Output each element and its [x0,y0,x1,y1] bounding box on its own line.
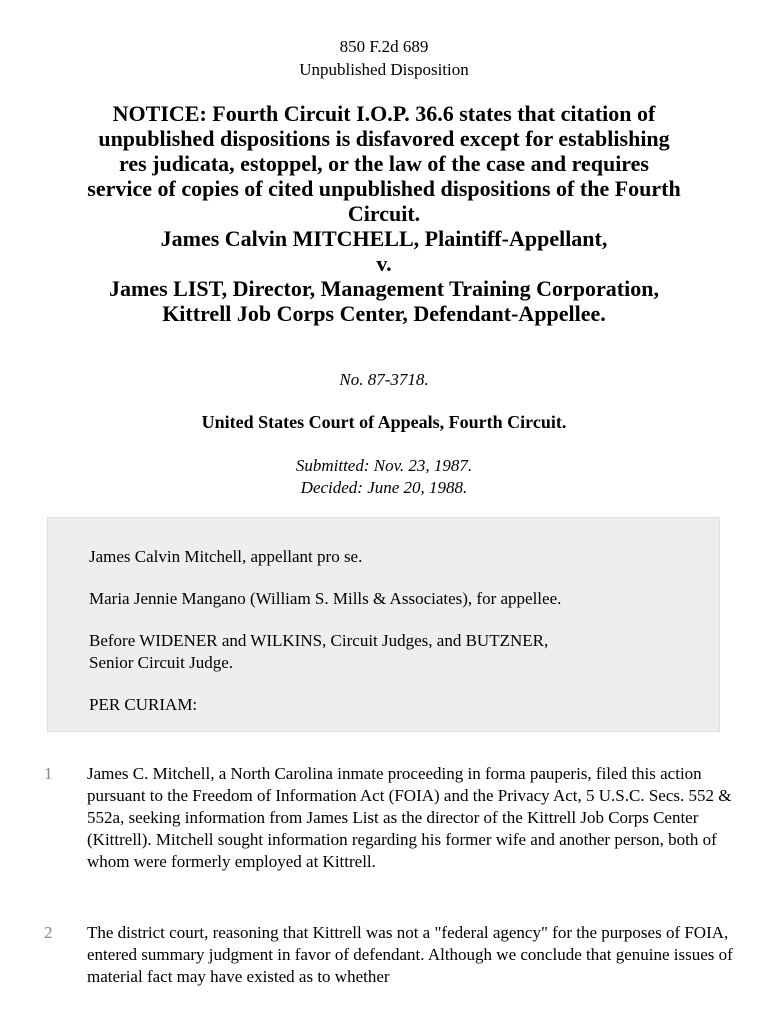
reporter-citation: 850 F.2d 689 [339,37,429,56]
case-header [0,35,768,81]
appellee-counsel: Maria Jennie Mangano (William S. Mills & Associates), for appellee. [89,589,562,608]
case-dates [0,455,768,499]
case-title-block [30,101,738,326]
notice-line: unpublished dispositions is disfavored except for establishing [98,126,670,151]
court-name: United States Court of Appeals, Fourth Circuit. [201,412,567,432]
docket-number: No. 87-3718. [339,370,429,389]
disposition-label: Unpublished Disposition [299,60,469,79]
defendant-caption: James LIST, Director, Management Training Corporation, [109,276,659,301]
notice-line: Circuit. [347,201,421,226]
per-curiam-label: PER CURIAM: [89,695,198,714]
panel-line: Senior Circuit Judge. [89,653,234,672]
paragraph-number: 2 [44,923,53,942]
appellant-counsel: James Calvin Mitchell, appellant pro se. [89,547,363,566]
notice-line: NOTICE: Fourth Circuit I.O.P. 36.6 states that citation of [112,101,656,126]
panel-line: Before WIDENER and WILKINS, Circuit Judges, and BUTZNER, [89,631,549,650]
plaintiff-caption: James Calvin MITCHELL, Plaintiff-Appellant, [160,226,608,251]
defendant-caption: Kittrell Job Corps Center, Defendant-Appellee. [162,301,606,326]
paragraph-number: 1 [44,764,53,783]
notice-line: service of copies of cited unpublished dispositions of the Fourth [87,176,681,201]
notice-line: res judicata, estoppel, or the law of the case and requires [118,151,649,176]
paragraph-text: James C. Mitchell, a North Carolina inmate proceeding in forma pauperis, filed this action pursuant to the Freedom of Information Act (FOIA) and the Privacy Act, 5 U.S.C. Secs. 552 & 552a, seeking information from James List as the director of the Kittrell Job Corps Center (Kittrell). Mitchell sought information regarding his former wife and another person, both of whom were formerly employed at Kittrell. [87,764,732,871]
counsel-box [47,517,720,732]
decided-date: Decided: June 20, 1988. [300,478,468,497]
versus-label: v. [376,251,392,276]
submitted-date: Submitted: Nov. 23, 1987. [295,456,473,475]
paragraph-text: The district court, reasoning that Kittrell was not a "federal agency" for the purposes of FOIA, entered summary judgment in favor of defendant. Although we conclude that genuine issues of material fact may have existed as to whether [87,923,733,986]
